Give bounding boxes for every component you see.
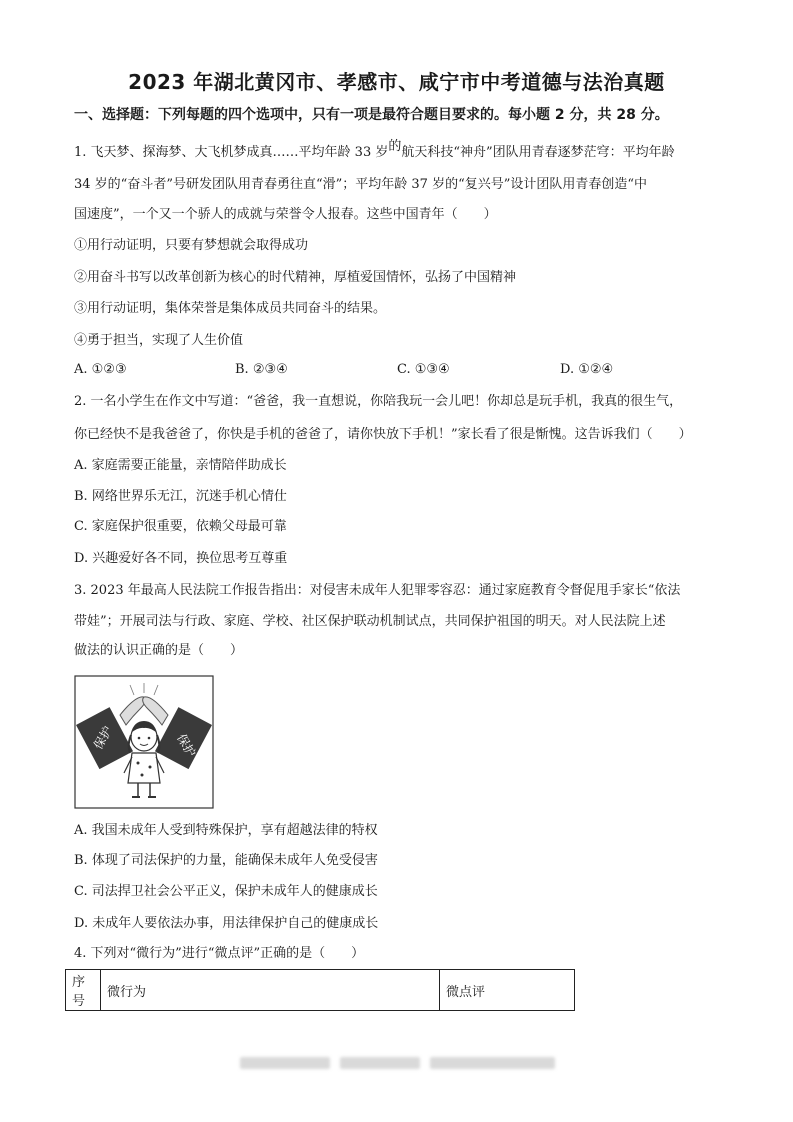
q3-option-b[interactable]: B. 体现了司法保护的力量，能确保未成年人免受侵害 xyxy=(74,853,378,868)
blurred-footer-text xyxy=(430,1057,555,1069)
page-title: 2023 年湖北黄冈市、孝感市、咸宁市中考道德与法治真题 xyxy=(128,70,665,94)
q3-line-2: 带娃”；开展司法与行政、家庭、学校、社区保护联动机制试点，共同保护祖国的明天。对人民法院上述 xyxy=(74,614,666,629)
q2-option-c[interactable]: C. 家庭保护很重要，依赖父母最可靠 xyxy=(74,519,287,534)
q1-statement-4: ④勇于担当，实现了人生价值 xyxy=(74,333,244,348)
table-row xyxy=(66,970,575,1011)
q4-line-1: 4. 下列对“微行为”进行“微点评”正确的是（ ） xyxy=(74,946,365,961)
q2-option-d[interactable]: D. 兴趣爱好各不同，换位思考互尊重 xyxy=(74,551,288,566)
q1-line-1a: 1. 飞天梦、探海梦、大飞机梦成真……平均年龄 33 岁 xyxy=(74,145,389,160)
q1-statement-2: ②用奋斗书写以改革创新为核心的时代精神，厚植爱国情怀，弘扬了中国精神 xyxy=(74,270,517,285)
q1-option-a[interactable]: A. ①②③ xyxy=(74,362,127,377)
table-header-cell: 微行为 xyxy=(101,970,440,1011)
q3-option-d[interactable]: D. 未成年人要依法办事，用法律保护自己的健康成长 xyxy=(74,916,379,931)
q1-line-1 xyxy=(74,139,675,162)
section-heading: 一、选择题：下列每题的四个选项中，只有一项是最符合题目要求的。每小题 2 分，共 28 分。 xyxy=(74,107,669,123)
q2-line-1: 2. 一名小学生在作文中写道：“爸爸，我一直想说，你陪我玩一会儿吧！你却总是玩手机，我真的很生气， xyxy=(74,394,683,409)
q1-statement-1: ①用行动证明，只要有梦想就会取得成功 xyxy=(74,238,309,253)
q1-line-2: 34 岁的“奋斗者”号研发团队用青春勇往直“滑”；平均年龄 37 岁的“复兴号”设计团队用青春创造“中 xyxy=(74,177,648,192)
q1-option-b[interactable]: B. ②③④ xyxy=(235,362,288,377)
q1-line-3: 国速度”，一个又一个骄人的成就与荣誉令人报春。这些中国青年（ ） xyxy=(74,207,497,222)
figure-left-label: 保护 xyxy=(90,723,116,752)
q2-option-b[interactable]: B. 网络世界乐无江，沉迷手机心情仕 xyxy=(74,489,287,504)
q2-line-2: 你已经快不是我爸爸了，你快是手机的爸爸了，请你快放下手机！”家长看了很是惭愧。这告诉我们（ ） xyxy=(74,427,692,442)
q1-option-c[interactable]: C. ①③④ xyxy=(397,362,450,377)
table-header-cell: 序号 xyxy=(66,970,101,1011)
q4-table xyxy=(65,969,575,1011)
q3-line-3: 做法的认识正确的是（ ） xyxy=(74,643,244,658)
q3-option-c[interactable]: C. 司法捍卫社会公平正义，保护未成年人的健康成长 xyxy=(74,884,378,899)
q3-line-1: 3. 2023 年最高人民法院工作报告指出：对侵害未成年人犯罪零容忍：通过家庭教育令督促甩手家长“依法 xyxy=(74,583,681,598)
table-header-cell: 微点评 xyxy=(440,970,575,1011)
q1-line-1b: 航天科技“神舟”团队用青春逐梦茫穹：平均年龄 xyxy=(401,145,675,160)
q3-option-a[interactable]: A. 我国未成年人受到特殊保护，享有超越法律的特权 xyxy=(74,823,378,838)
figure-right-label: 保护 xyxy=(174,731,199,760)
blurred-footer-text xyxy=(340,1057,420,1069)
q1-line-1-sup: 的 xyxy=(388,139,402,154)
q1-option-d[interactable]: D. ①②④ xyxy=(560,362,614,377)
q2-option-a[interactable]: A. 家庭需要正能量，亲情陪伴助成长 xyxy=(74,458,287,473)
q1-statement-3: ③用行动证明，集体荣誉是集体成员共同奋斗的结果。 xyxy=(74,301,387,316)
protection-cartoon-figure xyxy=(74,675,214,809)
blurred-footer-text xyxy=(240,1057,330,1069)
